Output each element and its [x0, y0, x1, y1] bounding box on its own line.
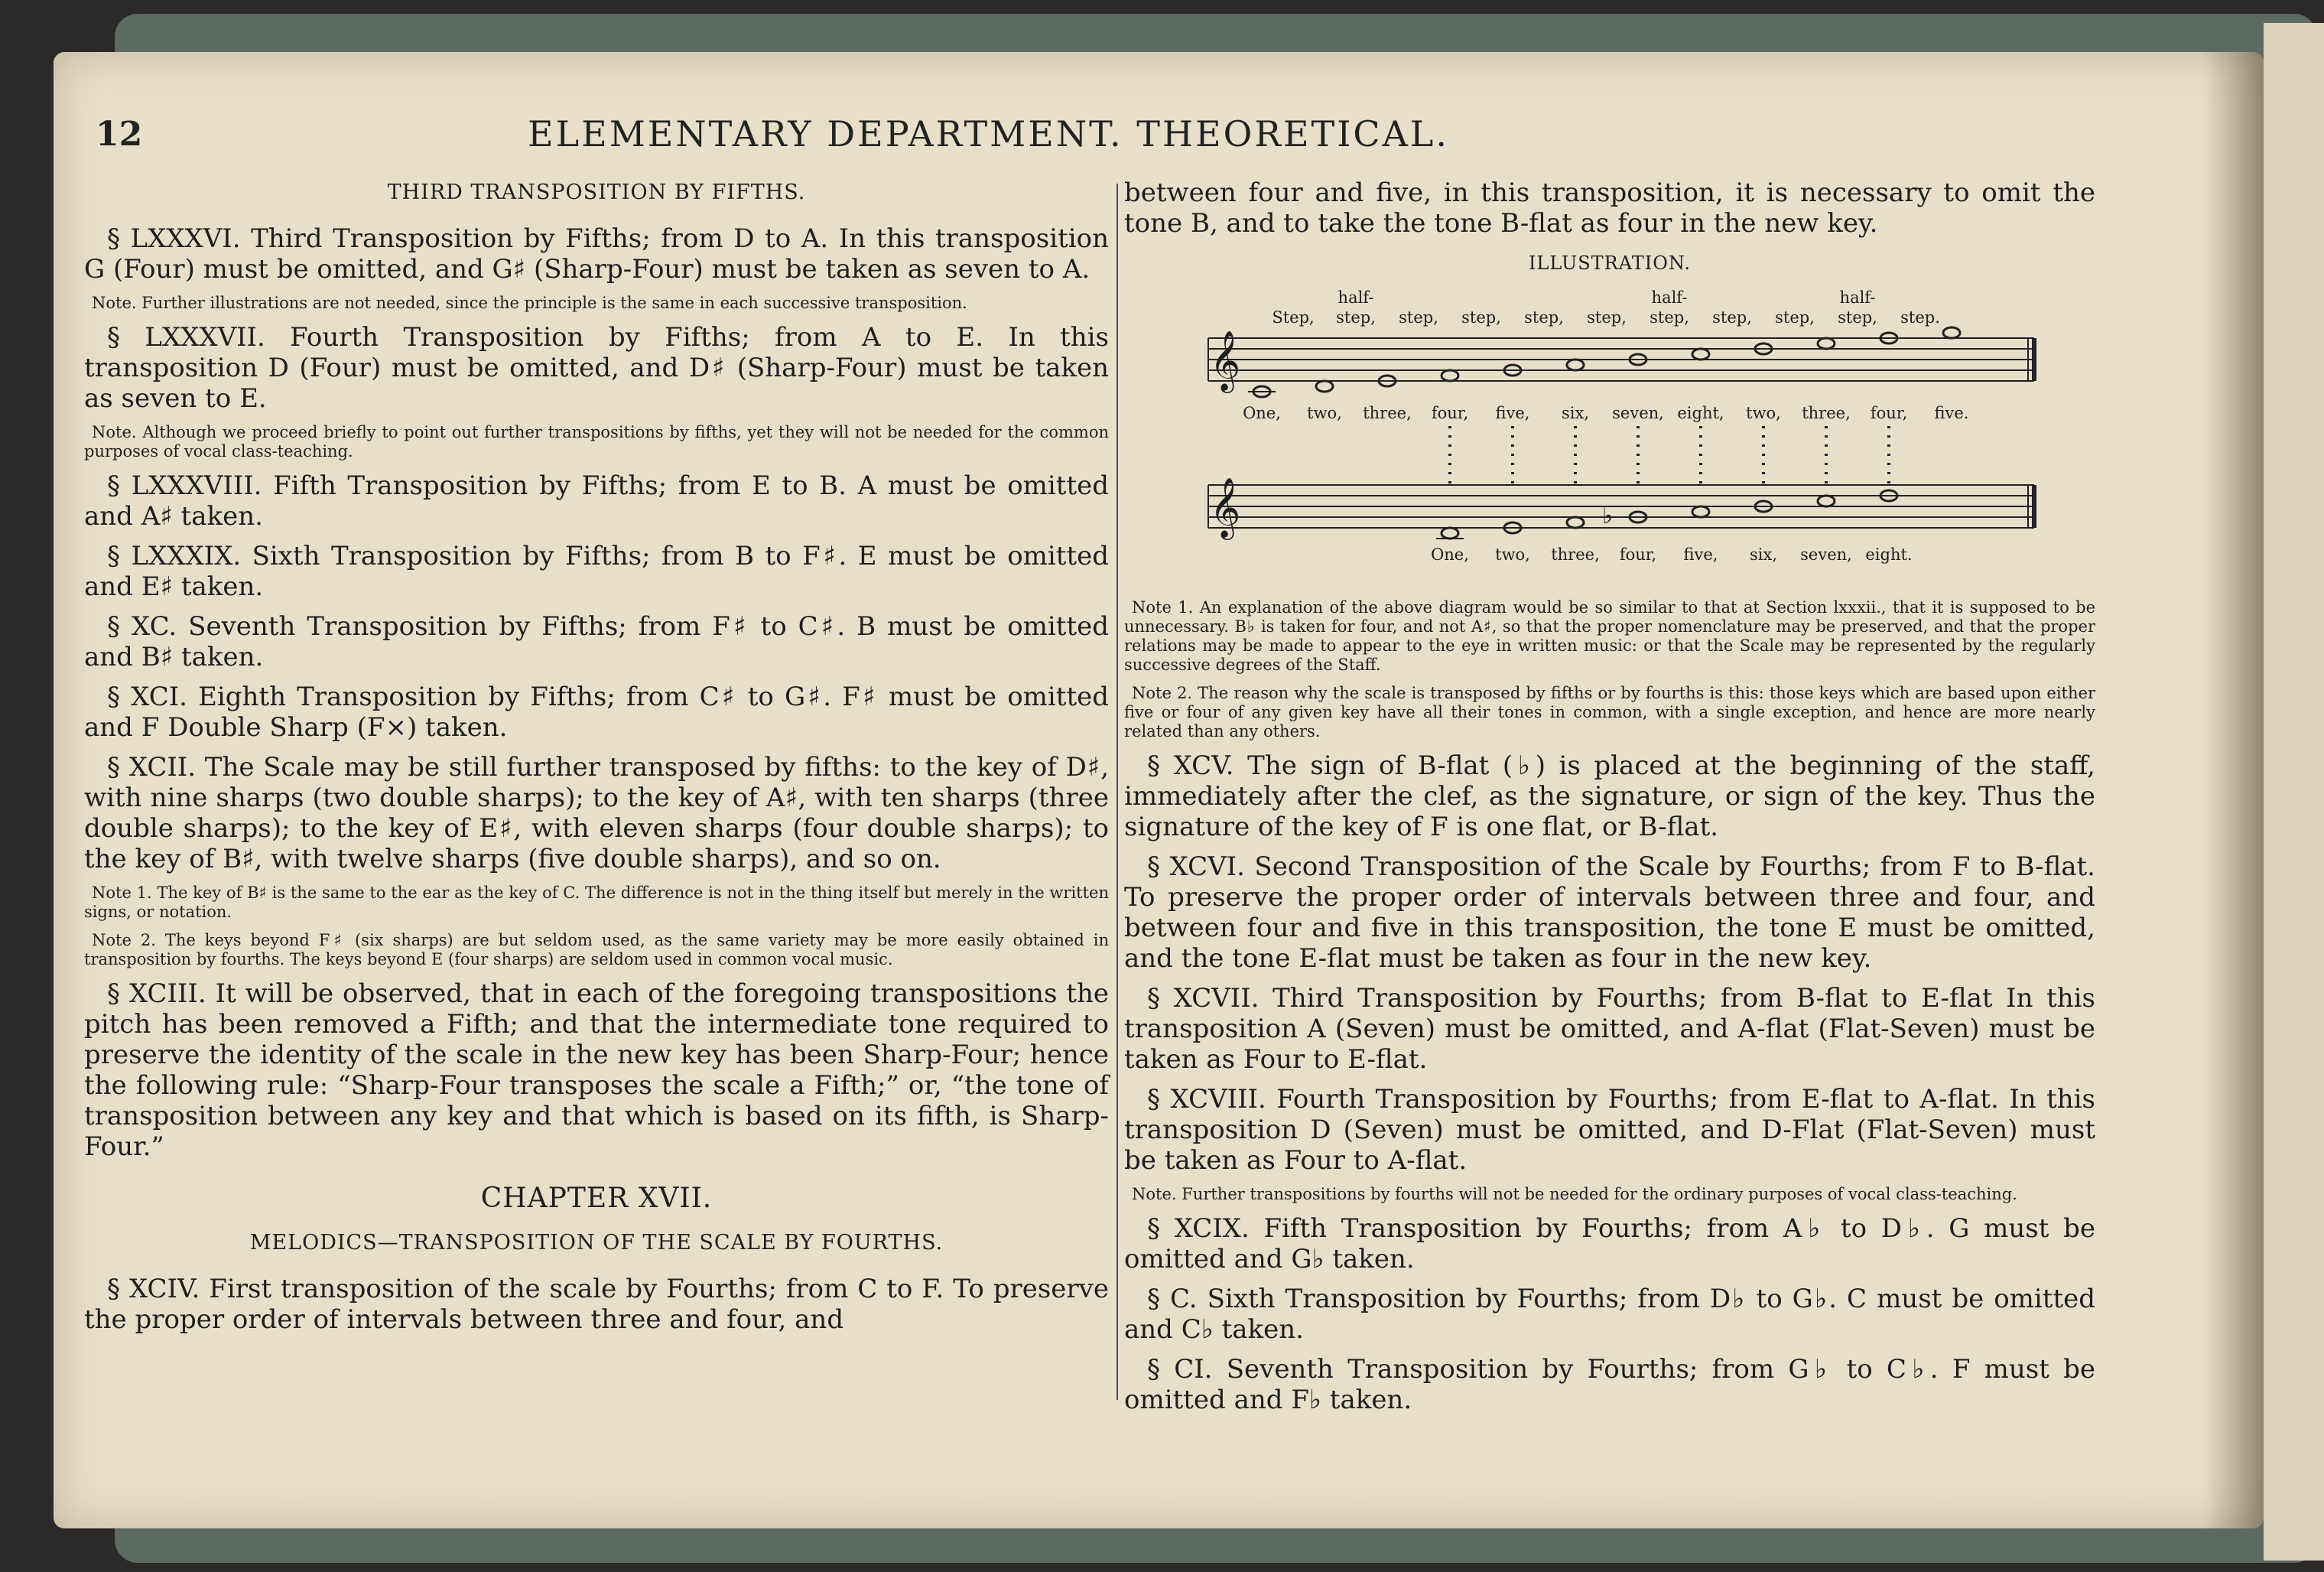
note-head [1442, 528, 1458, 539]
note-head [1567, 517, 1584, 528]
section-92: § XCII. The Scale may be still further transposed by fifths: to the key of D♯, with nine sharps (two double sharps); to the key of A♯, with ten sharps (three double sharps); to the key of E♯, with eleven sharps (four double sharps); to the key of B♯, with twelve sharps (five double sharps), and so on. [84, 752, 1109, 874]
syllable-label: five, [1683, 545, 1718, 564]
note-head [1818, 496, 1835, 506]
flat-sign-icon: ♭ [1602, 503, 1614, 529]
section-91: § XCI. Eighth Transposition by Fifths; from C♯ to G♯. F♯ must be omitted and F Double Sharp (F×) taken. [84, 682, 1109, 743]
section-87: § LXXXVII. Fourth Transposition by Fifths; from A to E. In this transposition D (Four) must be omitted, and D♯ (Sharp-Four) must be taken as seven to E. [84, 322, 1109, 414]
column-divider [1116, 184, 1118, 1400]
syllable-label: seven, [1612, 404, 1664, 422]
facing-page-edge [2264, 23, 2324, 1561]
music-illustration [1124, 285, 2095, 598]
running-title: ELEMENTARY DEPARTMENT. THEORETICAL. [528, 113, 1449, 155]
syllable-label: four, [1619, 545, 1657, 564]
section-94-continued: between four and five, in this transposition, it is necessary to omit the tone B, and to take the tone B-flat as four in the new key. [1124, 177, 2095, 239]
syllable-label: three, [1363, 404, 1412, 422]
section-93: § XCIII. It will be observed, that in each of the foregoing transpositions the pitch has been removed a Fifth; and that the intermediate tone required to preserve the identity of the scale in the new key has been Sharp-Four; hence the following rule: “Sharp-Four transposes the scale a Fifth;” or, “the tone of transposition between any key and that which is based on its fifth, is Sharp-Four.” [84, 978, 1109, 1162]
illustration-note-1: Note 1. An explanation of the above diagram would be so similar to that at Section lxxxii., that it is supposed to be unnecessary. B♭ is taken for four, and not A♯, so that the proper nomenclature may be preserved, and that the proper relations may be made to appear to the eye in written music: or that the Scale may be represented by the regularly successive degrees of the Staff. [1124, 598, 2095, 674]
step-label: step, [1336, 308, 1376, 327]
illustration-title: ILLUSTRATION. [1528, 252, 1692, 274]
staff2-syllables [1431, 545, 1913, 564]
left-column [84, 177, 1109, 1344]
staff1-lines [1208, 338, 2034, 381]
step-label: step, [1712, 308, 1752, 327]
syllable-label: eight, [1677, 404, 1724, 422]
staff2-lines [1208, 485, 2034, 528]
syllable-label: five, [1495, 404, 1530, 422]
section-94: § XCIV. First transposition of the scale by Fourths; from C to F. To preserve the proper order of intervals between three and four, and [84, 1274, 1109, 1335]
note-head [1943, 327, 1960, 338]
dotted-connectors [1450, 426, 1889, 485]
note-head [1818, 338, 1835, 349]
note-head [1442, 370, 1458, 381]
step-label: step, [1838, 308, 1877, 327]
chapter-title: CHAPTER XVII. [480, 1183, 713, 1214]
staff1-step-labels [1272, 288, 1940, 327]
step-label: half- [1338, 288, 1374, 307]
staff2-notes [1436, 490, 1897, 539]
syllable-label: four, [1870, 404, 1908, 422]
section-101: § CI. Seventh Transposition by Fourths; from G♭ to C♭. F must be omitted and F♭ taken. [1124, 1354, 2095, 1415]
note-92-2: Note 2. The keys beyond F♯ (six sharps) are but seldom used, as the same variety may be more easily obtained in transposition by fourths. The keys beyond E (four sharps) are seldom used in common vocal music. [84, 931, 1109, 968]
syllable-label: One, [1243, 404, 1281, 422]
note-head [1692, 506, 1709, 517]
step-label: step, [1461, 308, 1501, 327]
syllable-label: six, [1561, 404, 1590, 422]
section-heading: THIRD TRANSPOSITION BY FIFTHS. [387, 181, 806, 204]
step-label: step. [1900, 308, 1940, 327]
step-label: step, [1650, 308, 1689, 327]
step-label: Step, [1272, 308, 1315, 327]
syllable-label: two, [1746, 404, 1781, 422]
illustration-note-2: Note 2. The reason why the scale is transposed by fifths or by fourths is this: those keys which are based upon either five or four of any given key have all their tones in common, with a single exception, and hence are more nearly related than any others. [1124, 684, 2095, 740]
step-label: half- [1839, 288, 1876, 307]
section-86: § LXXXVI. Third Transposition by Fifths; from D to A. In this transposition G (Four) must be omitted, and G♯ (Sharp-Four) must be taken as seven to A. [84, 223, 1109, 285]
note-86: Note. Further illustrations are not needed, since the principle is the same in each successive transposition. [92, 294, 967, 312]
note-head [1316, 381, 1333, 392]
section-100: § C. Sixth Transposition by Fourths; from D♭ to G♭. C must be omitted and C♭ taken. [1124, 1284, 2095, 1345]
syllable-label: two, [1307, 404, 1342, 422]
step-label: step, [1399, 308, 1438, 327]
step-label: half- [1651, 288, 1688, 307]
note-87: Note. Although we proceed briefly to point out further transpositions by fifths, yet they will not be needed for the common purposes of vocal class-teaching. [84, 423, 1109, 461]
section-89: § LXXXIX. Sixth Transposition by Fifths; from B to F♯. E must be omitted and E♯ taken. [84, 541, 1109, 602]
section-90: § XC. Seventh Transposition by Fifths; from F♯ to C♯. B must be omitted and B♯ taken. [84, 611, 1109, 672]
syllable-label: six, [1749, 545, 1778, 564]
syllable-label: two, [1495, 545, 1530, 564]
syllable-label: five. [1934, 404, 1969, 422]
syllable-label: three, [1551, 545, 1600, 564]
treble-clef-icon: 𝄞 [1210, 330, 1241, 391]
syllable-label: seven, [1800, 545, 1852, 564]
section-97: § XCVII. Third Transposition by Fourths; from B-flat to E-flat In this transposition A (Seven) must be omitted, and A-flat (Flat-Seven) must be taken as Four to E-flat. [1124, 983, 2095, 1075]
syllable-label: eight. [1865, 545, 1913, 564]
step-label: step, [1775, 308, 1815, 327]
page-number: 12 [96, 115, 143, 154]
syllable-label: four, [1431, 404, 1469, 422]
note-head [1692, 349, 1709, 360]
syllable-label: three, [1802, 404, 1851, 422]
note-98: Note. Further transpositions by fourths will not be needed for the ordinary purposes of vocal class-teaching. [1132, 1185, 2017, 1203]
syllable-label: One, [1431, 545, 1469, 564]
section-96: § XCVI. Second Transposition of the Scale by Fourths; from F to B-flat. To preserve the proper order of intervals between three and four, and between four and five in this transposition, the tone E must be omitted, and the tone E-flat must be taken as four in the new key. [1124, 851, 2095, 974]
step-label: step, [1587, 308, 1627, 327]
right-column [1124, 177, 2095, 1424]
note-head [1567, 360, 1584, 370]
staff1-syllables [1243, 404, 1968, 422]
note-92-1: Note 1. The key of B♯ is the same to the ear as the key of C. The difference is not in the thing itself but merely in the written signs, or notation. [84, 884, 1109, 921]
section-88: § LXXXVIII. Fifth Transposition by Fifths; from E to B. A must be omitted and A♯ taken. [84, 470, 1109, 532]
step-label: step, [1524, 308, 1564, 327]
staff-diagram [1124, 285, 2095, 598]
section-98: § XCVIII. Fourth Transposition by Fourths; from E-flat to A-flat. In this transposition D (Seven) must be omitted, and D-Flat (Flat-Seven) must be taken as Four to A-flat. [1124, 1084, 2095, 1176]
treble-clef-icon: 𝄞 [1210, 477, 1241, 538]
section-95: § XCV. The sign of B-flat (♭) is placed at the beginning of the staff, immediately after the clef, as the signature, or sign of the key. Thus the signature of the key of F is one flat, or B-flat. [1124, 750, 2095, 842]
chapter-subtitle: MELODICS—TRANSPOSITION OF THE SCALE BY FOURTHS. [249, 1231, 944, 1255]
section-99: § XCIX. Fifth Transposition by Fourths; from A♭ to D♭. G must be omitted and G♭ taken. [1124, 1213, 2095, 1274]
